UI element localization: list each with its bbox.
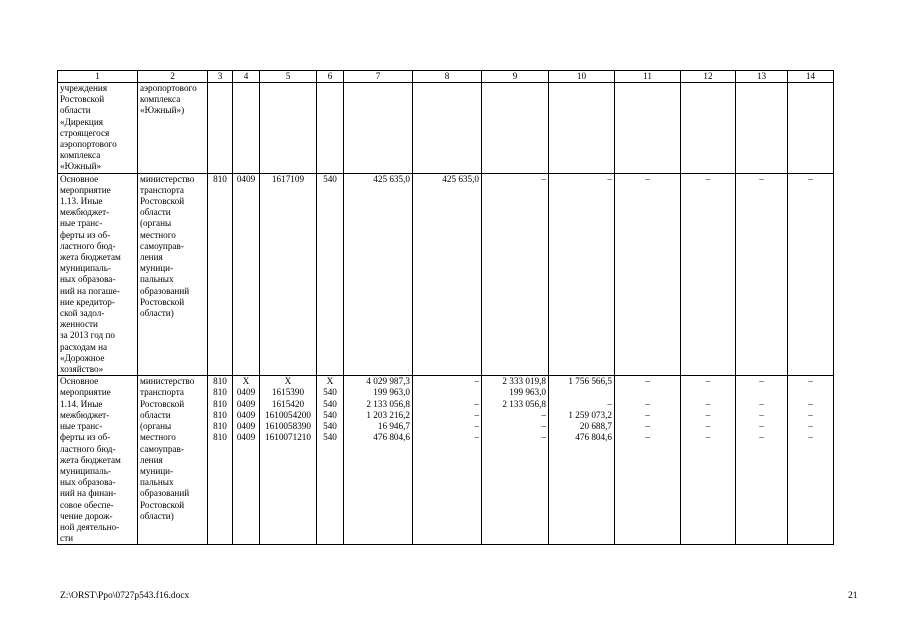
cell-line: – [759,376,764,387]
cell-line: «Дорожное [60,352,105,363]
cell-line [551,387,612,398]
cell-line: 1 203 216,2 [366,409,410,420]
rzpr-cell [233,83,260,174]
cell-line: – [705,409,711,420]
cell-line: 810 [213,432,227,443]
col-header: 8 [413,71,482,83]
year-2022-cell [615,173,681,376]
cell-line: – [474,376,479,387]
cell-line: совое обеспе- [60,499,114,510]
executor-cell [138,83,208,174]
year-2023-cell [681,376,736,545]
year-2021-cell [549,376,615,545]
cell-line: 4 029 987,3 [366,376,410,387]
cell-line: хозяйство» [60,364,104,375]
total-cell [344,173,413,376]
cell-line: – [808,409,813,420]
cell-line: ления [140,252,163,263]
cell-line: X [284,376,292,387]
cell-line: – [759,421,764,432]
cell-line: X [242,376,250,387]
cell-line: 476 804,6 [575,432,612,443]
cell-line: женности [60,319,98,330]
cell-line: расходам на [60,341,108,352]
cell-line: министерство [140,173,195,184]
vr-cell [317,83,344,174]
cell-line: – [645,409,650,420]
cell-line: 540 [323,409,337,420]
cell-line: – [474,409,479,420]
cell-line: – [705,376,711,387]
year-2025-cell [788,376,834,545]
cell-line: области [140,207,171,218]
event-cell [58,173,138,376]
cell-line: 1.14. Иные [60,398,103,409]
cell-line: местного [140,229,176,240]
cell-line: 476 804,6 [373,432,410,443]
cell-line: области [140,409,171,420]
cell-line: – [759,432,764,443]
cell-line: чение дорож- [60,510,113,521]
vr-cell [317,173,344,376]
executor-cell [138,376,208,545]
cell-line: ластного бюд- [60,240,116,251]
cell-line: Ростовской [140,296,185,307]
cell-line: области [60,105,91,116]
cell-line: жета бюджетам [60,454,121,465]
col-header: 1 [58,71,138,83]
year-2020-cell [482,173,549,376]
cell-line: – [607,398,612,409]
table-row [58,376,834,545]
cell-line: учреждения [60,83,108,93]
cell-line: 2 133 056,8 [502,398,546,409]
cell-line: 0409 [236,398,256,409]
cell-line: 810 [213,387,227,398]
cell-line: ления [140,454,163,465]
cell-line: 0409 [236,432,256,443]
cell-line: пальных [140,274,174,285]
year-2020-cell [482,83,549,174]
cell-line: Основное [60,173,99,184]
cell-line: самоуправ- [140,443,184,454]
year-2020-cell [482,376,549,545]
year-2025-cell [788,83,834,174]
cell-line: 16 946,7 [377,421,410,432]
cell-line: – [705,173,711,184]
footer-page-number: 21 [848,591,858,601]
cell-line: – [607,173,612,184]
cell-line: 1615420 [271,398,305,409]
cell-line: строящегося [60,127,110,138]
cell-line: 810 [213,421,227,432]
cell-line: 1610071210 [265,432,311,443]
cell-line: – [645,173,650,184]
cell-line: 540 [323,173,337,184]
cell-line: – [645,421,650,432]
cell-line: 810 [213,398,227,409]
cell-line: 199 963,0 [509,387,546,398]
cell-line: – [808,173,813,184]
vr-cell [317,376,344,545]
cell-line: 810 [213,409,227,420]
cell-line: 0409 [236,409,256,420]
rzpr-cell [233,376,260,545]
year-2022-cell [615,83,681,174]
cell-line: ные транс- [60,421,103,432]
cell-line: за 2013 год по [60,330,116,341]
cell-line: 1610054200 [265,409,311,420]
year-2024-cell [736,83,788,174]
csr-cell [260,376,317,545]
year-2023-cell [681,173,736,376]
cell-line: области) [140,510,174,521]
cell-line: «Южный» [60,161,102,172]
table-row [58,83,834,174]
grbs-cell [208,173,233,376]
cell-line: – [808,421,813,432]
cell-line: 1 259 073,2 [568,409,612,420]
cell-line: самоуправ- [140,240,184,251]
year-2022-cell [615,376,681,545]
year-2019-cell [413,83,482,174]
rzpr-cell [233,173,260,376]
cell-line [415,387,479,398]
cell-line: муниципаль- [60,263,111,274]
cell-line: – [705,432,711,443]
col-header: 12 [681,71,736,83]
cell-line: 0409 [236,173,256,184]
executor-cell [138,173,208,376]
cell-line: (органы [140,218,172,229]
cell-line: – [541,432,546,443]
cell-line: – [474,421,479,432]
cell-line: – [474,432,479,443]
cell-line: муници- [140,263,174,274]
cell-line: 2 133 056,8 [366,398,410,409]
cell-line: образований [140,285,190,296]
cell-line: ферты из об- [60,229,111,240]
col-header: 13 [736,71,788,83]
cell-line: 540 [323,421,337,432]
cell-line: межбюджет- [60,409,110,420]
cell-line: мероприятие [60,387,111,398]
year-2021-cell [549,83,615,174]
cell-line: Основное [60,376,99,387]
budget-table [57,70,834,545]
year-2025-cell [788,173,834,376]
cell-line: министерство [140,376,195,387]
cell-line: Ростовской [140,499,185,510]
cell-line: ных образова- [60,477,116,488]
cell-line: образований [140,488,190,499]
grbs-cell [208,376,233,545]
cell-line: «Южный») [140,105,185,116]
event-cell [58,83,138,174]
footer-file-path: Z:\ORST\Ppo\0727p543.f16.docx [60,591,190,601]
cell-line: 425 635,0 [373,173,410,184]
cell-line: «Дирекция [60,116,103,127]
cell-line: – [474,398,479,409]
col-header: 14 [788,71,834,83]
cell-line: – [808,376,813,387]
cell-line: 199 963,0 [373,387,410,398]
cell-line: – [808,398,813,409]
year-2019-cell [413,376,482,545]
cell-line: 1.13. Иные [60,196,103,207]
cell-line [683,387,733,398]
cell-line [617,387,678,398]
csr-cell [260,173,317,376]
cell-line: аэропортового [140,83,197,93]
cell-line: 20 688,7 [579,421,612,432]
cell-line: – [759,398,764,409]
cell-line: муниципаль- [60,465,111,476]
cell-line: аэропортового [60,139,117,150]
total-cell [344,83,413,174]
cell-line: – [705,421,711,432]
col-header: 7 [344,71,413,83]
cell-line: – [808,432,813,443]
cell-line: Ростовской [140,398,185,409]
cell-line: – [705,398,711,409]
cell-line: ской задол- [60,308,105,319]
header-row [58,71,834,83]
cell-line: – [541,173,546,184]
cell-line: ных образова- [60,274,116,285]
cell-line: ластного бюд- [60,443,116,454]
cell-line: ний на финан- [60,488,117,499]
cell-line: комплекса [140,94,181,105]
cell-line: 0409 [236,421,256,432]
cell-line: 1615390 [271,387,305,398]
cell-line: 810 [213,173,227,184]
cell-line: ние кредитор- [60,296,115,307]
year-2024-cell [736,173,788,376]
col-header: 4 [233,71,260,83]
table-row [58,173,834,376]
cell-line: – [541,421,546,432]
cell-line: транспорта [140,184,184,195]
cell-line: Ростовской [140,196,185,207]
cell-line: 540 [323,387,337,398]
cell-line: 540 [323,432,337,443]
total-cell [344,376,413,545]
col-header: 3 [208,71,233,83]
cell-line: – [759,173,764,184]
grbs-cell [208,83,233,174]
cell-line: 1617109 [271,173,305,184]
cell-line: ные транс- [60,218,103,229]
cell-line: сти [60,533,74,544]
cell-line: межбюджет- [60,207,110,218]
cell-line: ной деятельно- [60,521,120,532]
col-header: 9 [482,71,549,83]
col-header: 6 [317,71,344,83]
cell-line: – [645,432,650,443]
cell-line: 1610058390 [265,421,311,432]
cell-line: мероприятие [60,184,111,195]
cell-line: 810 [213,376,227,387]
cell-line: ний на погаше- [60,285,120,296]
cell-line: 425 635,0 [442,173,479,184]
col-header: 5 [260,71,317,83]
cell-line: комплекса [60,150,101,161]
cell-line [738,387,785,398]
cell-line: 540 [323,398,337,409]
cell-line [790,387,831,398]
cell-line: 0409 [236,387,256,398]
year-2024-cell [736,376,788,545]
cell-line: (органы [140,421,172,432]
cell-line: X [326,376,334,387]
cell-line: 1 756 566,5 [568,376,612,387]
cell-line: области) [140,308,174,319]
col-header: 2 [138,71,208,83]
cell-line: – [645,398,650,409]
event-cell [58,376,138,545]
cell-line: ферты из об- [60,432,111,443]
cell-line: жета бюджетам [60,252,121,263]
cell-line: местного [140,432,176,443]
col-header: 10 [549,71,615,83]
csr-cell [260,83,317,174]
cell-line: – [645,376,650,387]
cell-line: Ростовской [60,94,105,105]
cell-line: – [759,409,764,420]
cell-line: – [541,409,546,420]
year-2023-cell [681,83,736,174]
cell-line: пальных [140,477,174,488]
year-2021-cell [549,173,615,376]
col-header: 11 [615,71,681,83]
cell-line: муници- [140,465,174,476]
cell-line: транспорта [140,387,184,398]
cell-line: 2 333 019,8 [502,376,546,387]
year-2019-cell [413,173,482,376]
